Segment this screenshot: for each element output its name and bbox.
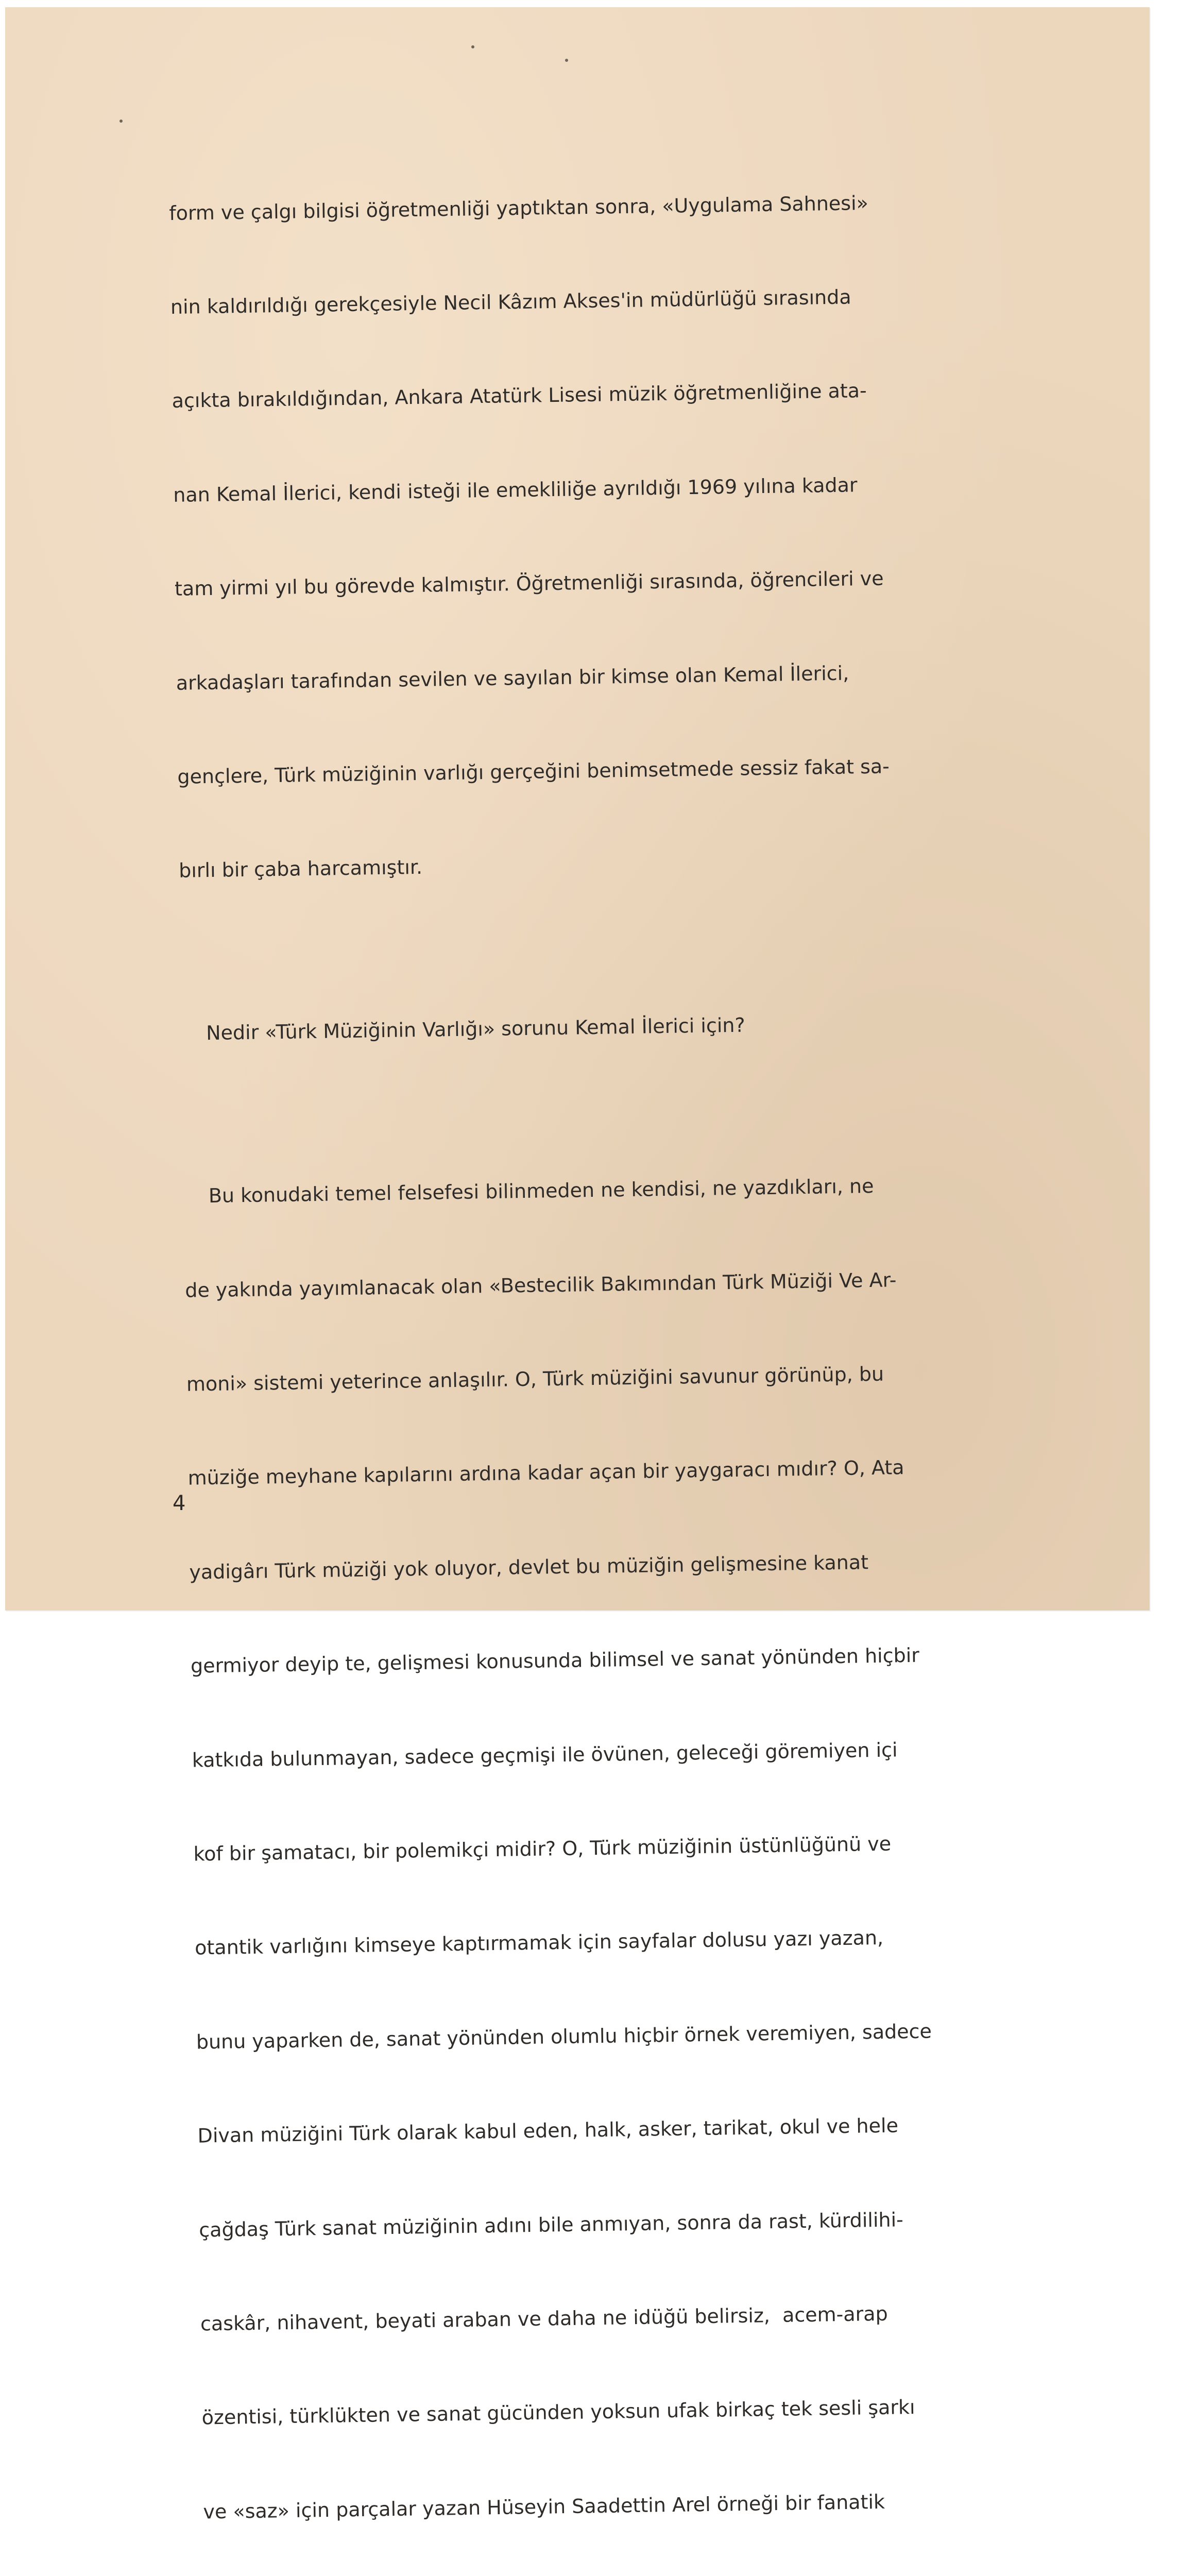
text-line: otantik varlığını kimseye kaptırmamak için sayfalar dolusu yazı yazan,	[194, 1926, 884, 1960]
text-line: caskâr, nihavent, beyati araban ve daha ne idüğü belirsiz, acem-arap	[200, 2302, 888, 2335]
text-line: kof bir şamatacı, bir polemikçi midir? O, Türk müziğinin üstünlüğünü ve	[193, 1832, 892, 1866]
paragraph-2	[182, 1106, 1062, 2576]
text-line: tam yirmi yıl bu görevde kalmıştır. Öğretmenliği sırasında, öğrencileri ve	[174, 567, 884, 601]
text-line: ve «saz» için parçalar yazan Hüseyin Saadettin Arel örneği bir fanatik	[203, 2490, 885, 2523]
text-line: moni» sistemi yeterince anlaşılır. O, Türk müziğini savunur görünüp, bu	[186, 1362, 884, 1396]
text-line: bunu yaparken de, sanat yönünden olumlu hiçbir örnek veremiyen, sadece	[196, 2020, 932, 2054]
text-line: çağdaş Türk sanat müziğinin adını bile anmıyan, sonra da rast, kürdilihi-	[199, 2208, 904, 2242]
text-line: müziğe meyhane kapılarını ardına kadar açan bir yaygaracı mıdır? O, Ata	[187, 1456, 904, 1490]
paper-speck	[471, 45, 474, 48]
text-line: germiyor deyip te, gelişmesi konusunda bilimsel ve sanat yönünden hiçbir	[190, 1643, 920, 1677]
text-line: gençlere, Türk müziğinin varlığı gerçeğini benimsetmede sessiz fakat sa-	[177, 755, 890, 788]
text-line: katkıda bulunmayan, sadece geçmişi ile övünen, geleceği göremiyen içi	[192, 1738, 898, 1772]
question-1	[180, 943, 1027, 1112]
text-line: özentisi, türklükten ve sanat gücünden yoksun ufak birkaç tek sesli şarkı	[201, 2396, 915, 2429]
text-line: form ve çalgı bilgisi öğretmenliği yaptıktan sonra, «Uygulama Sahnesi»	[168, 191, 869, 225]
text-line: bırlı bir çaba harcamıştır.	[178, 856, 423, 883]
text-line: Nedir «Türk Müziğinin Varlığı» sorunu Kemal İlerici için?	[181, 1013, 745, 1045]
text-line: nin kaldırıldığı gerekçesiyle Necil Kâzım Akses'in müdürlüğü sırasında	[170, 285, 851, 318]
text-line: açıkta bırakıldığından, Ankara Atatürk Lisesi müzik öğretmenliğine ata-	[172, 379, 867, 413]
paper-speck	[565, 59, 568, 62]
body-text	[168, 123, 1075, 2576]
paper-speck	[119, 120, 123, 123]
text-line: Bu konudaki temel felsefesi bilinmeden ne kendisi, ne yazdıkları, ne	[183, 1175, 874, 1208]
text-line: nan Kemal İlerici, kendi isteği ile emekliliğe ayrıldığı 1969 yılına kadar	[173, 473, 858, 506]
paragraph-1	[168, 123, 1024, 950]
page-number: 4	[173, 1492, 186, 1515]
text-line: de yakında yayımlanacak olan «Bestecilik Bakımından Türk Müziği Ve Ar-	[184, 1268, 897, 1302]
text-line: Divan müziğini Türk olarak kabul eden, halk, asker, tarikat, okul ve hele	[197, 2114, 899, 2147]
text-line: arkadaşları tarafından sevilen ve sayılan bir kimse olan Kemal İlerici,	[176, 662, 849, 694]
text-line: yadigârı Türk müziği yok oluyor, devlet bu müziğin gelişmesine kanat	[189, 1550, 869, 1584]
